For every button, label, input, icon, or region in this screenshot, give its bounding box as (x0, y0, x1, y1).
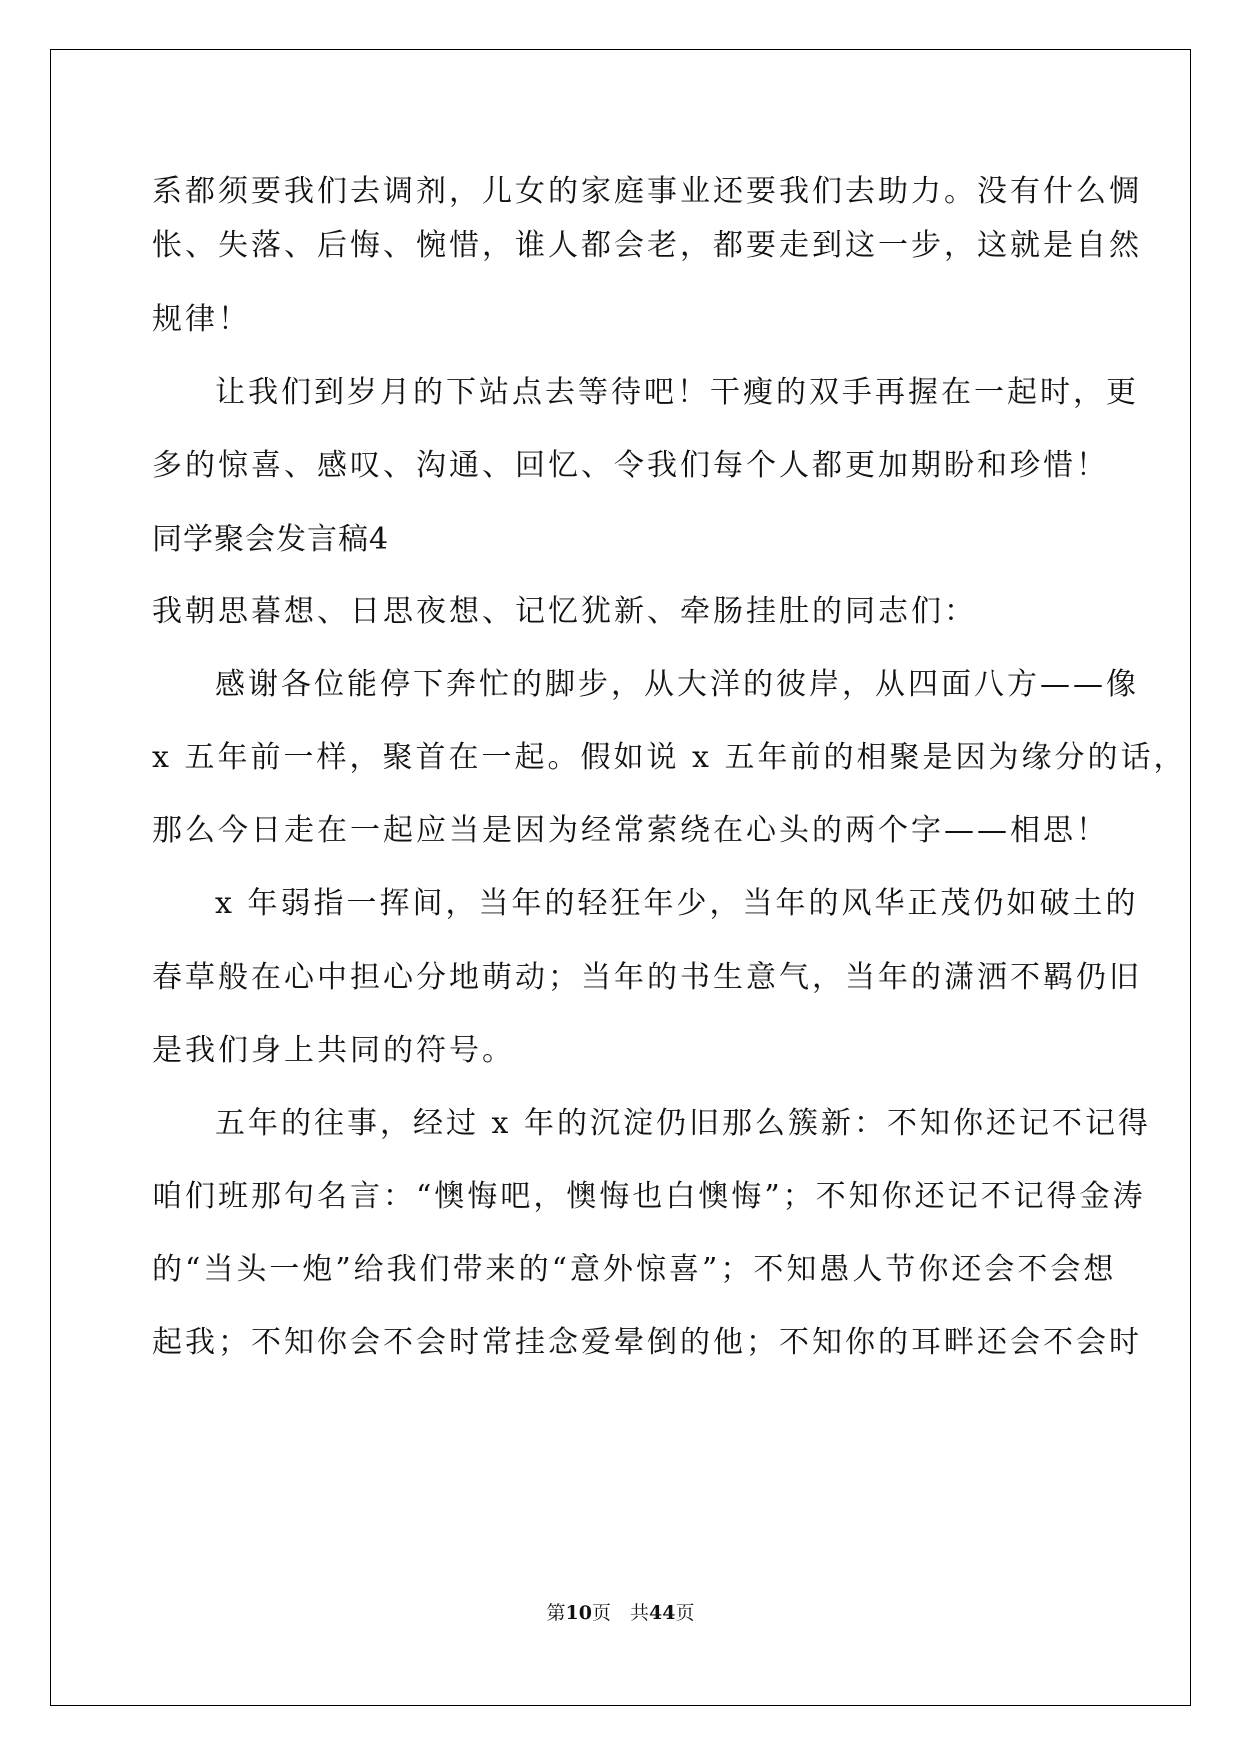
page-footer (0, 1598, 1241, 1625)
text-line: 春草般在心中担心分地萌动；当年的书生意气，当年的潇洒不羁仍旧 (152, 960, 1142, 995)
page-border (50, 49, 1191, 1706)
section-heading: 同学聚会发言稿4 (152, 522, 390, 557)
text-line: 感谢各位能停下奔忙的脚步，从大洋的彼岸，从四面八方——像 (215, 667, 1139, 702)
text-line: 那么今日走在一起应当是因为经常萦绕在心头的两个字——相思！ (152, 813, 1109, 848)
text-line: 我朝思暮想、日思夜想、记忆犹新、牵肠挂肚的同志们： (152, 594, 977, 629)
footer-suffix: 页 (675, 1602, 695, 1624)
text-line: 的“当头一炮”给我们带来的“意外惊喜”；不知愚人节你还会不会想 (152, 1252, 1117, 1287)
text-line: 是我们身上共同的符号。 (152, 1033, 515, 1068)
text-line: 怅、失落、后悔、惋惜，谁人都会老，都要走到这一步，这就是自然 (152, 228, 1142, 263)
footer-prefix: 第 (546, 1602, 566, 1624)
text-line: 起我；不知你会不会时常挂念爱晕倒的他；不知你的耳畔还会不会时 (152, 1325, 1142, 1360)
text-line: 让我们到岁月的下站点去等待吧！干瘦的双手再握在一起时，更 (215, 375, 1139, 410)
footer-middle: 页 共 (591, 1602, 649, 1624)
text-line: 系都须要我们去调剂，儿女的家庭事业还要我们去助力。没有什么惆 (152, 174, 1142, 209)
text-line: 多的惊喜、感叹、沟通、回忆、令我们每个人都更加期盼和珍惜！ (152, 448, 1109, 483)
text-line: 咱们班那句名言：“懊悔吧，懊悔也白懊悔”；不知你还记不记得金涛 (152, 1179, 1146, 1214)
text-line: 规律！ (152, 302, 251, 337)
total-page-count: 44 (649, 1602, 676, 1624)
text-line: x 年弱指一挥间，当年的轻狂年少，当年的风华正茂仍如破土的 (215, 886, 1139, 921)
text-line: 五年的往事，经过 x 年的沉淀仍旧那么簇新：不知你还记不记得 (215, 1106, 1151, 1141)
text-line: x 五年前一样，聚首在一起。假如说 x 五年前的相聚是因为缘分的话， (152, 740, 1187, 775)
current-page-number: 10 (565, 1602, 592, 1624)
